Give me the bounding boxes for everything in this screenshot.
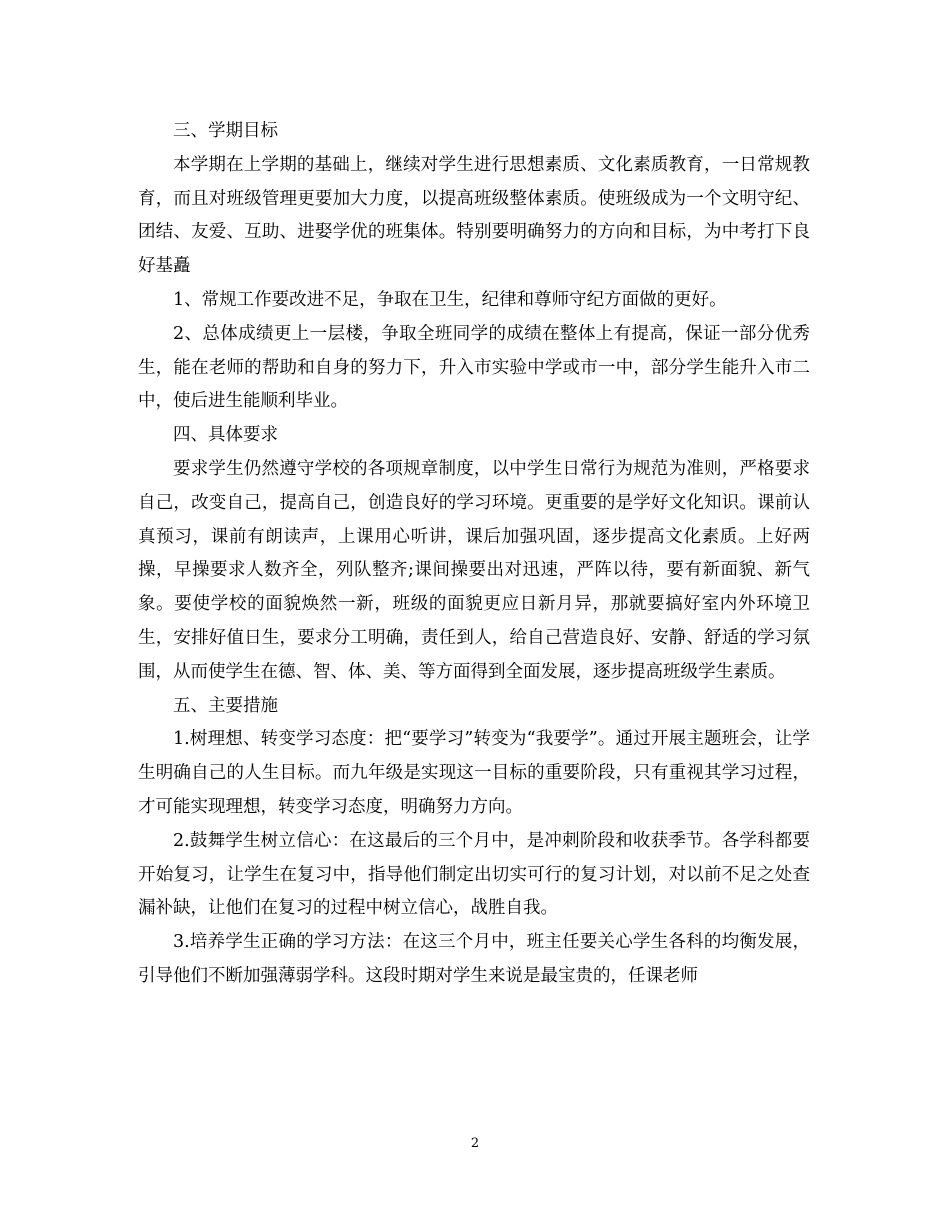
paragraph-goal-2: 2、总体成绩更上一层楼，争取全班同学的成绩在整体上有提高，保证一部分优秀生，能在老师的帮助和自身的努力下，升入市实验中学或市一中，部分学生能升入市二中，使后进生能顺利毕业。 [138,323,810,412]
paragraph-measure-1: 1.树理想、转变学习态度：把“要学习”转变为“我要学”。通过开展主题班会，让学生明确自己的人生目标。而九年级是实现这一目标的重要阶段，只有重视其学习过程，才可能实现理想，转变学习态度，明确努力方向。 [138,729,810,817]
paragraph-goal-1: 1、常规工作要改进不足，争取在卫生，纪律和尊师守纪方面做的更好。 [173,289,727,310]
section-heading-goals: 三、学期目标 [173,121,278,141]
paragraph-goals-intro: 本学期在上学期的基础上，继续对学生进行思想素质、文化素质教育，一日常规教育，而且对班级管理更要加大力度，以提高班级整体素质。使班级成为一个文明守纪、团结、友爱、互助、进娶学优的班集体。特别要明确努力的方向和目标，为中考打下良好基矗 [138,154,810,277]
paragraph-measure-2: 2.鼓舞学生树立信心：在这最后的三个月中，是冲刺阶段和收获季节。各学科都要开始复习，让学生在复习中，指导他们制定出切实可行的复习计划，对以前不足之处查漏补缺，让他们在复习的过程中树立信心，战胜自我。 [138,830,810,919]
page-number: 2 [470,1136,480,1151]
document-body [138,115,810,994]
section-heading-measures: 五、主要措施 [173,695,278,716]
section-heading-requirements: 四、具体要求 [173,425,278,446]
paragraph-measure-3: 3.培养学生正确的学习方法：在这三个月中，班主任要关心学生各科的均衡发展，引导他们不断加强薄弱学科。这段时期对学生来说是最宝贵的，任课老师 [138,932,810,986]
paragraph-requirements: 要求学生仍然遵守学校的各项规章制度，以中学生日常行为规范为准则，严格要求自己，改变自己，提高自己，创造良好的学习环境。更重要的是学好文化知识。课前认真预习，课前有朗读声，上课用心听讲，课后加强巩固，逐步提高文化素质。上好两操，早操要求人数齐全，列队整齐;课间操要出对迅速，严阵以待，要有新面貌、新气象。要使学校的面貌焕然一新，班级的面貌更应日新月异，那就要搞好室内外环境卫生，安排好值日生，要求分工明确，责任到人，给自己营造良好、安静、舒适的学习氛围，从而使学生在德、智、体、美、等方面得到全面发展，逐步提高班级学生素质。 [138,458,810,682]
